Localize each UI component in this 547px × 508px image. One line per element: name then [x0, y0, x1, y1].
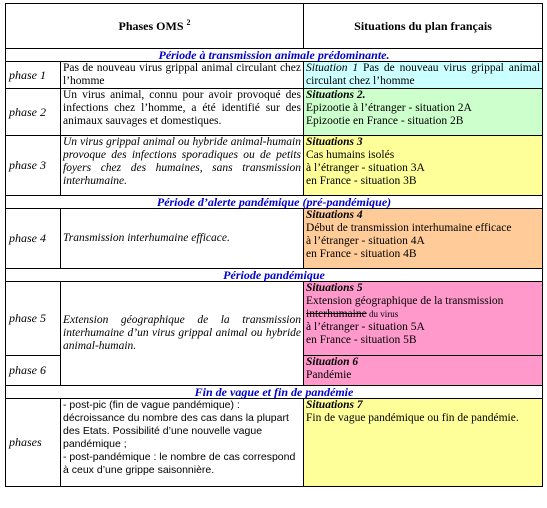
phase-label: phase 5 [6, 282, 61, 356]
phase-label: phase 6 [6, 356, 61, 386]
period-row [6, 196, 543, 209]
phase-label: phase 1 [6, 62, 61, 89]
phase-label: phase 2 [6, 89, 61, 136]
table-row-phase-3 [6, 136, 543, 196]
situation-cell: Situations 7 Fin de vague pandémique ou fin de pandémie. [304, 399, 543, 487]
header-phases-oms: Phases OMS $^2$ [6, 4, 304, 49]
phase-description: Extension géographique de la transmission interhumaine d’un virus grippal animal ou hybride animal-humain. [61, 282, 304, 386]
phase-label: phases [6, 399, 61, 487]
period-row [6, 269, 543, 282]
situation-cell: Situation 1 Pas de nouveau virus grippal animal circulant chez l’homme [304, 62, 543, 89]
table-row-phase-2 [6, 89, 543, 136]
period-pandemic-alert: Période d’alerte pandémique (pré-pandémique) [6, 196, 543, 209]
phases-table [5, 3, 543, 487]
phase-description: Un virus grippal animal ou hybride animal-humain provoque des infections sporadiques ou de petits foyers chez des humaines, sans transmission interhumaine. [61, 136, 304, 196]
table-row-phase-4 [6, 209, 543, 269]
phase-description: Un virus animal, connu pour avoir provoqué des infections chez l’homme, a été identifié sur des animaux sauvages et domestiques. [61, 89, 304, 136]
header-row [6, 4, 543, 49]
phase-label: phase 4 [6, 209, 61, 269]
situation-cell: Situations 2. Epizootie à l’étranger - situation 2A Epizootie en France - situation 2B [304, 89, 543, 136]
phase-label: phase 3 [6, 136, 61, 196]
table-row-phases [6, 399, 543, 487]
period-pandemic: Période pandémique [6, 269, 543, 282]
situation-cell: Situations 5 Extension géographique de la transmission interhumaine du virus à l’étranger - situation 5A en France - situation 5B [304, 282, 543, 356]
table-row-phase-5 [6, 282, 543, 356]
situation-cell: Situation 6 Pandémie [304, 356, 543, 386]
period-row [6, 49, 543, 62]
phase-description: Pas de nouveau virus grippal animal circulant chez l’homme [61, 62, 304, 89]
phase-description: - post-pic (fin de vague pandémique) : décroissance du nombre des cas dans la plupart des Etats. Possibilité d’une nouvelle vague pandémique ; - post-pandémique : le nombre de cas correspond à ceux d’une grippe saisonnière. [61, 399, 304, 487]
table-row-phase-1 [6, 62, 543, 89]
period-animal-transmission: Période à transmission animale prédominante. [6, 49, 543, 62]
header-situations: Situations du plan français [304, 4, 543, 49]
phase-description: Transmission interhumaine efficace. [61, 209, 304, 269]
period-row [6, 386, 543, 399]
situation-cell: Situations 3 Cas humains isolés à l’étranger - situation 3A en France - situation 3B [304, 136, 543, 196]
situation-cell: Situations 4 Début de transmission interhumaine efficace à l’étranger - situation 4A en France - situation 4B [304, 209, 543, 269]
period-end-of-wave: Fin de vague et fin de pandémie [6, 386, 543, 399]
